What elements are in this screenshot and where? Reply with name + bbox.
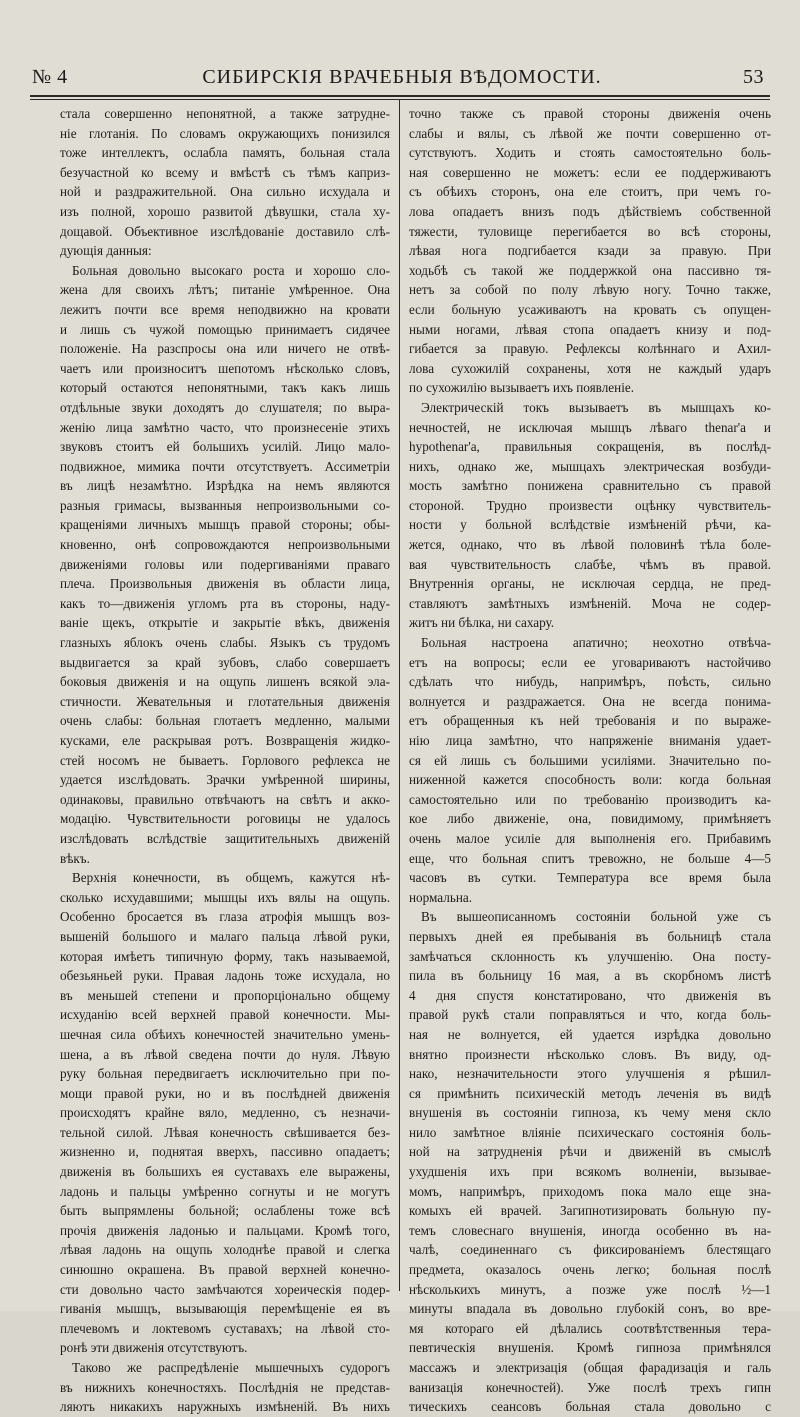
left-column-line: лежитъ почти все время неподвижно на кровати	[60, 301, 390, 317]
left-column-line: изъ полной, хорошо развитой дѣвушки, стала ху-	[60, 203, 390, 219]
right-column-line: лова сухожилій сохранены, хотя не каждый ударъ	[409, 360, 771, 376]
left-column-line: тоже интеллектъ, ослабла память, больная стала	[60, 145, 390, 161]
right-column-line: hypothenar'а, правильныя сокращенія, въ послѣд-	[409, 439, 771, 455]
right-column-line: ся ей лишь съ большими усиліями. Значительно по-	[409, 752, 771, 768]
left-column-line: вѣкъ.	[60, 850, 90, 866]
right-column-line: Электрическій токъ вызываетъ въ мышцахъ ко-	[421, 399, 771, 415]
right-column-line: нако, незначительности этого улучшенія я рѣшил-	[409, 1066, 771, 1082]
left-column-line: шена, а въ лѣвой сведена почти до нуля. Лѣвую	[60, 1046, 390, 1062]
left-column-line: кращеніями личныхъ мышцъ правой стороны; обы-	[60, 517, 390, 533]
left-column-line: гиванія мышцъ, вызывающія перемѣщеніе ея въ	[60, 1301, 390, 1317]
left-column-line: синюшно окрашена. Въ правой верхней конечно-	[60, 1262, 390, 1278]
left-column-line: Верхнія конечности, въ общемъ, кажутся нѣ-	[72, 870, 390, 886]
right-column-line: гибается за правую. Рефлексы колѣннаго и Ахил-	[409, 341, 771, 357]
page-header	[26, 62, 778, 92]
left-column-line: удается изслѣдовать. Зрачки умѣренной ширины,	[60, 772, 390, 788]
left-column-line: дующія данныя:	[60, 243, 152, 259]
right-column-line: если больную усаживаютъ на кровать съ опущен-	[409, 301, 771, 317]
right-column-line: замѣчаться склонность къ улучшенію. Она посту-	[409, 948, 771, 964]
left-column-line: обезьяньей руки. Правая ладонь тоже исхудала, но	[60, 968, 390, 984]
right-column-line: вая чувствительность слабѣе, чѣмъ въ правой.	[409, 556, 771, 572]
right-column-line: ниженной кажется способность воли: когда больная	[409, 772, 771, 788]
right-column-line: ходьбѣ съ такой же поддержкой она пассивно тя-	[409, 262, 771, 278]
journal-title: СИБИРСКІЯ ВРАЧЕБНЫЯ ВѢДОМОСТИ.	[202, 66, 602, 88]
right-column-line: очень малое усиліе для выполненія его. Прибавимъ	[409, 830, 771, 846]
left-column-line: вышеній большого и малаго пальца лѣвой руки,	[60, 928, 390, 944]
right-column-line: минуты впадала въ довольно глубокій сонъ, во вре-	[409, 1301, 771, 1317]
right-column-line: сутствуютъ. Ходить и стоять самостоятельно боль-	[409, 145, 771, 161]
right-column-line: ная не волнуется, ей удается изрѣдка довольно	[409, 1026, 771, 1042]
right-column-line: ся примѣнить психическій методъ леченія въ видѣ	[409, 1085, 771, 1101]
right-column-line: певтическія внушенія. Кромѣ гипноза примѣнялся	[409, 1340, 771, 1356]
left-column-line: положеніе. На разспросы она или ничего не отвѣ-	[60, 341, 390, 357]
left-column-line: быть выпрямлены больной; ослаблены тоже всѣ	[60, 1203, 390, 1219]
right-column-line: комыхъ ей врачей. Загипнотизировать больную пу-	[409, 1203, 771, 1219]
right-column-line: лѣвая нога подгибается кзади за правую. При	[409, 243, 771, 259]
right-column-line: ная совершенно не можетъ: если ее поддерживаютъ	[409, 164, 771, 180]
left-column-line: плеча. Произвольныя движенія въ области лица,	[60, 576, 390, 592]
right-column-line: часовъ въ сутки. Температура все время была	[409, 870, 771, 886]
left-column-line: жена для своихъ лѣтъ; питаніе умѣренное. Она	[60, 282, 390, 298]
right-column-line: правой рукѣ стали поправляться и что, когда боль-	[409, 1007, 771, 1023]
right-column-line: момъ, напримѣръ, приходомъ пока мало еще зна-	[409, 1183, 771, 1199]
issue-number: № 4	[32, 66, 68, 88]
right-column-line: тическихъ сеансовъ больная стала довольно с	[409, 1399, 771, 1415]
right-column-line: по сухожилію вызываетъ ихъ появленіе.	[409, 380, 635, 396]
right-column-line: мость замѣтно понижена сравнительно съ правой	[409, 478, 771, 494]
left-column-line: прочія движенія ладонью и пальцами. Кромѣ того,	[60, 1222, 390, 1238]
right-column-line: нихъ, однако же, мышцахъ электрическая возбуди-	[409, 458, 771, 474]
left-column-line: жизненно и, поднятая вверхъ, пассивно опадаетъ;	[60, 1144, 390, 1160]
left-column-line: руку больная передвигаетъ исключительно при по-	[60, 1066, 390, 1082]
left-column-line: происходятъ крайне вяло, медленно, съ незначи-	[60, 1105, 390, 1121]
right-column-line: внятно произнести нѣсколько словъ. Въ виду, од-	[409, 1046, 771, 1062]
right-column-line: кое либо движеніе, она, повидимому, примѣняетъ	[409, 811, 771, 827]
header-rule	[30, 95, 770, 97]
left-column-line: сти довольно часто замѣчаются хореическія подер-	[60, 1281, 390, 1297]
right-column-line: житъ ни бѣлка, ни сахару.	[409, 615, 555, 631]
right-column-line: жется, однако, что въ лѣвой половинѣ тѣла боле-	[409, 537, 771, 553]
left-column-line: одинаковы, правильно отвѣчаютъ на свѣтъ и акко-	[60, 791, 390, 807]
left-column-line: въ нижнихъ конечностяхъ. Послѣднія не представ-	[60, 1379, 390, 1395]
left-column-line: лѣвая ладонь на ощупь холоднѣе правой и слегка	[60, 1242, 390, 1258]
left-column-line: движеніями головы или подергиваніями праваго	[60, 556, 390, 572]
left-column-line: Таково же распредѣленіе мышечныхъ судорогъ	[72, 1360, 390, 1375]
left-column-line: которая имѣетъ типичную форму, такъ называемой,	[60, 948, 390, 964]
right-column-line: тяжести, туловище перегибается во всѣ стороны,	[409, 223, 771, 239]
right-column-line: слабы и вялы, съ лѣвой же почти совершенно от-	[409, 125, 771, 141]
right-column-line: Внутреннія органы, не исключая сердца, не пред-	[409, 576, 771, 592]
left-column-line: тельной силой. Лѣвая конечность свѣшивается без-	[60, 1124, 390, 1140]
left-column-line: который остаются непонятными, такъ какъ лишь	[60, 380, 390, 396]
left-column-line: разныя гримасы, вызванныя непроизвольными со-	[60, 497, 390, 513]
left-column-line: Больная довольно высокаго роста и хорошо сло-	[72, 262, 390, 278]
left-column-line: какъ то—движенія угломъ рта въ стороны, наду-	[60, 595, 390, 611]
left-column-line: ронѣ эти движенія отсутствуютъ.	[60, 1340, 248, 1356]
right-column-line: стороной. Трудно произвести оцѣнку чувствитель-	[409, 497, 771, 513]
right-column-line: Больная настроена апатично; неохотно отвѣча-	[421, 635, 771, 651]
left-column-line: чаетъ или произноситъ шепотомъ нѣсколько словъ,	[60, 360, 390, 376]
left-column-line: шечная сила обѣихъ конечностей значительно умень-	[60, 1026, 390, 1042]
right-column-line: темъ словеснаго внушенія, иногда особенно въ на-	[409, 1222, 771, 1238]
left-column-line: ніе глотанія. По словамъ окружающихъ понизился	[60, 125, 390, 141]
column-divider	[399, 100, 400, 1291]
right-column-line: ухудшенія ихъ при всякомъ волненіи, вызывае-	[409, 1164, 771, 1180]
right-column-line: пила въ больницу 16 мая, а въ скорбномъ листѣ	[409, 968, 771, 984]
left-column-line: и лишь съ чужой помощью принимаетъ сидячее	[60, 321, 390, 337]
right-column-line: съ обѣихъ сторонъ, она еле стоитъ, при чемъ го-	[409, 184, 771, 200]
right-column	[409, 104, 771, 1417]
right-column-line: етъ обращенныя къ ней требованія и по выраже-	[409, 713, 771, 729]
right-column-line: ванизація конечностей). Уже послѣ трехъ гипн	[409, 1379, 771, 1395]
left-column-line: стей носомъ не бываетъ. Горлового рефлекса не	[60, 752, 390, 768]
left-column-line: выдвигается за край зубовъ, слабо совершаетъ	[60, 654, 390, 670]
left-column-line: женію лица замѣтно часто, что произнесеніе этихъ	[60, 419, 390, 435]
left-column-line: безучастной ко всему и вмѣстѣ съ тѣмъ каприз-	[60, 164, 390, 180]
page-number: 53	[743, 66, 764, 88]
right-column-line: Въ вышеописанномъ состояніи больной уже съ	[421, 909, 771, 925]
right-column-line: сдѣлать что нибудь, напримѣръ, поѣсть, сильно	[409, 674, 771, 690]
right-column-line: нормальна.	[409, 889, 473, 905]
right-column-line: массажъ и электризація (общая фарадизація и галь	[409, 1360, 771, 1375]
right-column-line: самостоятельно или по требованію производитъ ка-	[409, 791, 771, 807]
right-column-line: нію лица замѣтно, что напряженіе вниманія удает-	[409, 733, 771, 748]
left-column-line: движенія въ большихъ ея суставахъ еле выражены,	[60, 1164, 390, 1180]
left-column-line: въ меньшей степени и пропорціонально общему	[60, 987, 390, 1003]
left-column-line: изслѣдовать вслѣдствіе защитительныхъ движеній	[60, 830, 390, 846]
left-column-line: подвижное, мимика почти отсутствуетъ. Ассиметріи	[60, 458, 390, 474]
left-column-line: ной и раздражительной. Она сильно исхудала и	[60, 184, 390, 200]
right-column-line: еще, что больная спитъ тревожно, не больше 4—5	[409, 850, 771, 866]
left-column-line: кновенно, онѣ сопровождаются непроизвольными	[60, 537, 390, 553]
left-column-line: очень слабы: больная глотаетъ медленно, малыми	[60, 713, 390, 729]
right-column-line: внушенія въ состояніи гипноза, къ чему меня скло	[409, 1105, 771, 1121]
right-column-line: ной на затрудненія рѣчи и движеній въ смыслѣ	[409, 1144, 771, 1160]
left-column-line: глазныхъ яблокъ очень слабы. Языкъ съ трудомъ	[60, 635, 390, 651]
right-column-line: ности у больной вслѣдствіе измѣненій рѣчи, ка-	[409, 517, 771, 533]
right-column-line: мя котораго ей дѣлались соотвѣтственныя тера-	[409, 1320, 771, 1336]
right-column-line: ными ногами, лѣвая стопа опадаетъ книзу и под-	[409, 321, 771, 337]
left-column-line: стала совершенно непонятной, а также затрудне-	[60, 106, 390, 121]
right-column-line: волнуется и раздражается. Она не всегда понима-	[409, 693, 771, 709]
right-column-line: нѣсколькихъ минутъ, а позже уже послѣ ½—1	[409, 1281, 771, 1297]
left-column-line: дощавой. Объективное изслѣдованіе доставило слѣ-	[60, 223, 390, 239]
left-column	[60, 104, 390, 1417]
left-column-line: кусками, еле раскрывая ротъ. Возвращенія жидко-	[60, 733, 390, 748]
left-column-line: въ лицѣ незамѣтно. Изрѣдка на немъ являются	[60, 478, 390, 494]
left-column-line: боковыя движенія и на ощупь лишенъ всякой эла-	[60, 674, 390, 690]
right-column-line: предмета, оказалось очень легко; больная послѣ	[409, 1262, 771, 1278]
left-column-line: ваніе щекъ, открытіе и закрытіе вѣкъ, движенія	[60, 615, 390, 631]
left-column-line: мощи правой руки, но и въ послѣдней движенія	[60, 1085, 390, 1101]
right-column-line: 4 дня спустя констатировано, что движенія въ	[409, 987, 771, 1003]
header-rule-thin	[30, 99, 770, 100]
left-column-line: исхуданію всей верхней правой конечности. Мы-	[60, 1007, 390, 1023]
right-column-line: нечностей, не исключая мышцъ лѣваго thenar'а и	[409, 419, 771, 435]
left-column-line: плечевомъ и локтевомъ суставахъ; на лѣвой сто-	[60, 1320, 390, 1336]
right-column-line: нетъ за собой по полу лѣвую ногу. Точно также,	[409, 282, 771, 298]
right-column-line: чалѣ, соединеннаго съ фиксированіемъ блестящаго	[409, 1242, 771, 1258]
left-column-line: сколько исхудавшими; мышцы ихъ вялы на ощупь.	[60, 889, 390, 905]
left-column-line: ладонь и пальцы умѣренно согнуты и не могутъ	[60, 1183, 390, 1199]
left-column-line: модацію. Чувствительности роговицы не удалось	[60, 811, 390, 827]
right-column-line: лова опадаетъ внизъ подъ дѣйствіемъ собственной	[409, 203, 771, 219]
right-column-line: етъ на вопросы; если ее уговариваютъ настойчиво	[409, 654, 771, 670]
left-column-line: отдѣльные звуки доходятъ до слушателя; по выра-	[60, 399, 390, 415]
left-column-line: ляютъ никакихъ наружныхъ измѣненій. Въ нихъ	[60, 1399, 390, 1415]
right-column-line: первыхъ дней ея пребыванія въ больницѣ стала	[409, 928, 771, 944]
left-column-line: Особенно бросается въ глаза атрофія мышцъ воз-	[60, 909, 390, 925]
right-column-line: ставляютъ замѣтныхъ измѣненій. Моча не содер-	[409, 595, 771, 611]
left-column-line: звуковъ стоитъ ей большихъ усилій. Лицо мало-	[60, 439, 390, 455]
right-column-line: нило замѣтное вліяніе психическаго состоянія боль-	[409, 1124, 771, 1140]
left-column-line: стичности. Жевательныя и глотательныя движенія	[60, 693, 390, 709]
right-column-line: точно также съ правой стороны движенія очень	[409, 106, 771, 121]
